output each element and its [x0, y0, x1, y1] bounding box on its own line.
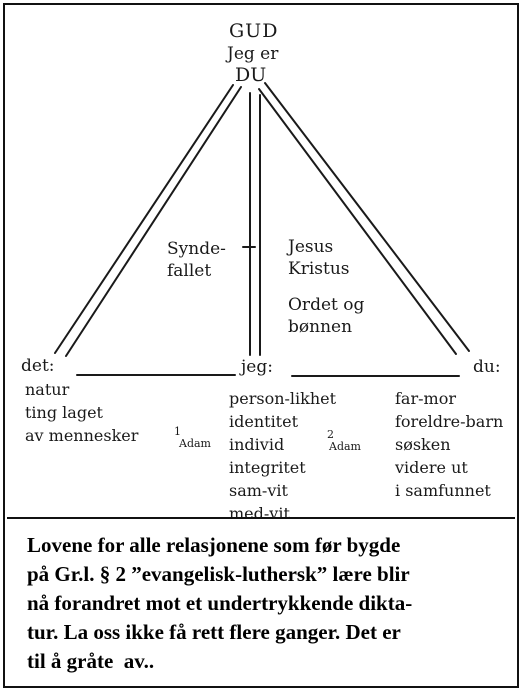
caption-line: nå forandret mot et undertrykkende dikta- — [27, 591, 413, 615]
du-item: foreldre-barn — [395, 412, 504, 431]
caption-line: til å gråte av.. — [27, 649, 155, 673]
det-item: natur — [25, 380, 70, 399]
ordet-label-1: Ordet og — [288, 295, 365, 315]
adam1-label: Adam — [179, 437, 211, 450]
left-line-inner — [66, 87, 241, 356]
figure-frame — [3, 3, 519, 688]
node-jeg: jeg: — [241, 357, 273, 377]
jeg-item: identitet — [229, 412, 299, 431]
caption-line: Lovene for alle relasjonene som før bygde — [27, 533, 401, 557]
det-item: ting laget — [25, 403, 103, 422]
du-item: søsken — [395, 435, 451, 454]
du-top-label: DU — [235, 64, 267, 86]
det-items — [25, 378, 138, 447]
jesus-label-1: Jesus — [288, 237, 334, 257]
adam1-number: 1 — [174, 425, 181, 438]
ordet-label-2: bønnen — [288, 317, 353, 337]
caption-line: tur. La oss ikke få rett flere ganger. Det er — [27, 620, 401, 644]
left-line-outer — [55, 85, 233, 353]
caption-line: på Gr.l. § 2 ”evangelisk-luthersk” lære blir — [27, 562, 410, 586]
adam2-label: Adam — [329, 440, 361, 453]
du-item: videre ut — [395, 458, 468, 477]
node-du: du: — [473, 357, 501, 377]
jeg-er-label: Jeg er — [227, 44, 279, 64]
adam2-number: 2 — [327, 428, 334, 441]
caption-text — [7, 517, 515, 685]
jeg-item: individ — [229, 435, 285, 454]
du-item: far-mor — [395, 389, 456, 408]
gud-label: GUD — [229, 20, 279, 42]
relationship-diagram — [7, 7, 519, 523]
du-items — [395, 387, 503, 502]
du-item: i samfunnet — [395, 481, 491, 500]
jeg-item: med-vit — [229, 504, 290, 523]
jeg-items — [229, 387, 336, 525]
jeg-item: integritet — [229, 458, 306, 477]
jeg-item: sam-vit — [229, 481, 288, 500]
jesus-label-2: Kristus — [288, 259, 350, 279]
det-item: av mennesker — [25, 426, 139, 445]
syndefallet-label-2: fallet — [167, 261, 212, 281]
syndefallet-label-1: Synde- — [167, 239, 226, 259]
node-det: det: — [21, 356, 55, 376]
jeg-item: person-likhet — [229, 389, 337, 408]
